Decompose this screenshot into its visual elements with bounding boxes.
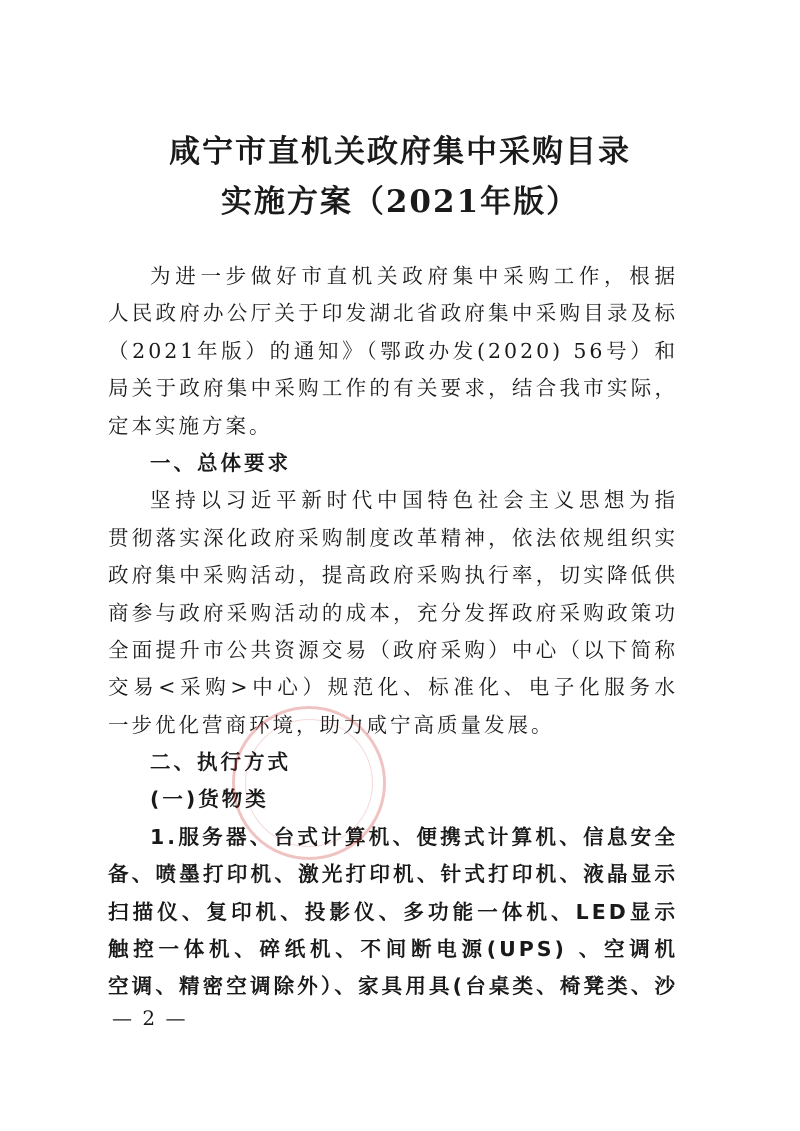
paragraph-line: 坚持以习近平新时代中国特色社会主义思想为指 [150,488,678,513]
paragraph-line: 空调、精密空调除外）、家具用具(台桌类、椅凳类、沙 [108,974,678,999]
document-title-line-1: 咸宁市直机关政府集中采购目录 [169,134,631,170]
section-heading-general-requirements: 一、总体要求 [150,450,291,475]
paragraph-line: 商参与政府采购活动的成本，充分发挥政府采购政策功 [108,600,678,625]
paragraph-line: 局关于政府集中采购工作的有关要求，结合我市实际， [108,376,678,401]
document-title-line-2: 实施方案（2021年版） [220,184,580,220]
section-heading-execution-method: 二、执行方式 [150,750,291,775]
paragraph-line: （2021年版）的通知》（鄂政办发(2020) 56号）和 [108,338,678,363]
paragraph-line: 备、喷墨打印机、激光打印机、针式打印机、液晶显示 [108,862,678,887]
paragraph-line: 贯彻落实深化政府采购制度改革精神，依法依规组织实 [108,525,678,550]
subsection-heading-goods: (一)货物类 [150,787,269,812]
paragraph-line: 触控一体机、碎纸机、不间断电源(UPS) 、空调机 [108,937,678,962]
page-number: — 2 — [112,1006,188,1030]
paragraph-line: 政府集中采购活动，提高政府采购执行率，切实降低供 [108,563,678,588]
paragraph-line: 人民政府办公厅关于印发湖北省政府集中采购目录及标 [108,301,678,326]
document-body [108,258,678,1006]
paragraph-line: 定本实施方案。 [108,413,273,438]
paragraph-line: 交易<采购>中心）规范化、标准化、电子化服务水 [108,675,678,700]
paragraph-line: 扫描仪、复印机、投影仪、多功能一体机、LED显示 [108,899,678,924]
paragraph-line: 全面提升市公共资源交易（政府采购）中心（以下简称 [108,637,678,662]
paragraph-line: 1.服务器、台式计算机、便携式计算机、信息安全 [150,824,678,849]
paragraph-line: 一步优化营商环境，助力咸宁高质量发展。 [108,712,555,737]
paragraph-line: 为进一步做好市直机关政府集中采购工作，根据 [150,264,678,288]
